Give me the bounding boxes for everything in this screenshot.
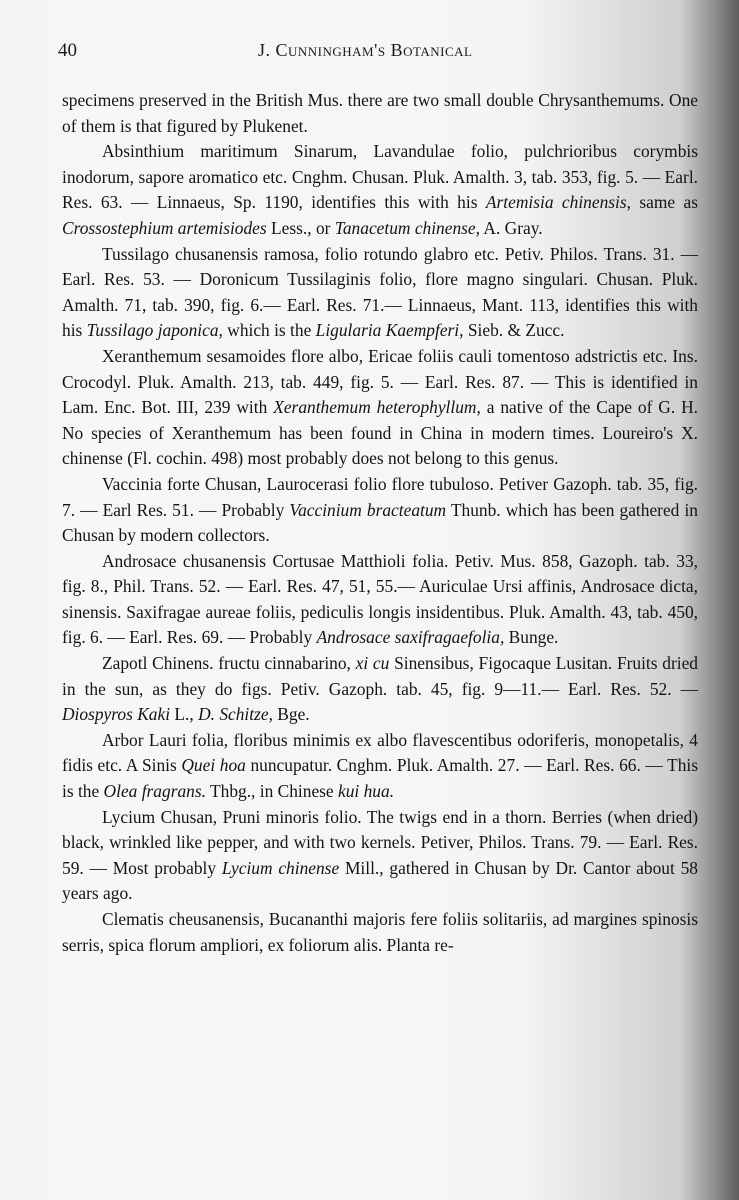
italic-term: kui hua. [338, 781, 395, 802]
text-run: , A. Gray. [475, 217, 543, 238]
text-run: Thunb. which has been gathered in Chusan by modern collectors. [62, 499, 698, 546]
paragraph [62, 472, 698, 549]
paragraph [62, 907, 698, 958]
paragraph [62, 344, 698, 472]
paragraph [62, 651, 698, 728]
text-run: L., [170, 704, 199, 725]
text-run: which is the [222, 320, 316, 341]
italic-term: Tanacetum chinense [334, 217, 476, 238]
running-title: J. Cunningham's Botanical [258, 40, 473, 60]
italic-term: Tussilago japonica, [86, 320, 223, 341]
page-number: 40 [58, 40, 77, 61]
italic-term: Crossostephium artemisiodes [62, 217, 267, 238]
text-run: Clematis cheusanensis, Bucananthi majoris fere foliis solitariis, ad margines spinosis serris, spica florum ampliori, ex foliorum alis. Planta re- [62, 909, 698, 955]
text-run: a native of the Cape of G. H. No species of Xeranthemum has been found in China in modern times. Loureiro's X. chinense (Fl. cochin. 498) most probably does not belong to this genus. [62, 397, 698, 469]
text-run: Xeranthemum sesamoides flore albo, Ericae foliis cauli tomentoso adstrictis etc. Ins. Crocodyl. Pluk. Amalth. 213, tab. 449, fig. 5. — Earl. Res. 87. — This is identified in Lam. Enc. Bot. III, 239 with [62, 345, 698, 418]
italic-term: Diospyros Kaki [62, 704, 171, 725]
text-run: Absinthium maritimum Sinarum, Lavandulae folio, pulchrioribus corymbis inodorum, sapore aromatico etc. Cnghm. Chusan. Pluk. Amalth. 3, tab. 353, fig. 5. — Earl. Res. 63. — Linnaeus, Sp. 1190, identifies this with his [62, 141, 698, 213]
italic-term: Lycium chinense [221, 857, 340, 878]
paragraph [62, 139, 698, 241]
italic-term: Olea fragrans. [103, 781, 206, 802]
text-run: specimens preserved in the British Mus. there are two small double Chrysanthemums. One of them is that figured by Plukenet. [62, 90, 698, 136]
text-run: Tussilago chusanensis ramosa, folio rotundo glabro etc. Petiv. Philos. Trans. 31. — Earl. Res. 53. — Doronicum Tussilaginis folio, flore magno singulari. Chusan. Pluk. Amalth. 71, tab. 390, fig. 6.— Earl. Res. 71.— Linnaeus, Mant. 113, identifies this with his [62, 243, 698, 341]
text-run: Lycium Chusan, Pruni minoris folio. The twigs end in a thorn. Berries (when dried) black, wrinkled like pepper, and with two kernels. Petiver, Philos. Trans. 79. — Earl. Res. 59. — Most probably [62, 806, 698, 878]
italic-term: Ligularia Kaempferi, [315, 320, 464, 341]
text-run: Arbor Lauri folia, floribus minimis ex albo flavescentibus odoriferis, monopetalis, 4 fidis etc. A Sinis [62, 729, 698, 776]
text-run: Mill., gathered in Chusan by Dr. Cantor about 58 years ago. [62, 857, 698, 904]
text-run: Bunge. [504, 627, 559, 648]
text-run: Sinensibus, Figocaque Lusitan. Fruits dried in the sun, as they do figs. Petiv. Gazoph. tab. 45, fig. 9—11.— Earl. Res. 52. — [62, 653, 698, 699]
italic-term: Xeranthemum heterophyllum, [273, 397, 481, 418]
italic-term: Quei hoa [181, 755, 246, 776]
text-run: Zapotl Chinens. fructu cinnabarino, [102, 653, 356, 674]
italic-term: Vaccinium bracteatum [289, 499, 447, 520]
text-run: Vaccinia forte Chusan, Laurocerasi folio flore tubuloso. Petiver Gazoph. tab. 35, fig. 7. — Earl Res. 51. — Probably [62, 473, 698, 520]
italic-term: Androsace saxifragaefolia, [316, 627, 505, 648]
text-run: Thbg., in Chinese [205, 781, 339, 802]
paragraph [62, 549, 698, 651]
italic-term: Artemisia chinensis [485, 192, 627, 213]
paragraph [62, 242, 698, 344]
paragraph [62, 88, 698, 139]
italic-term: xi cu [355, 653, 390, 674]
page-header [58, 40, 699, 66]
text-run: Androsace chusanensis Cortusae Matthioli folia. Petiv. Mus. 858, Gazoph. tab. 33, fig. 8., Phil. Trans. 52. — Earl. Res. 47, 51, 55.— Auriculae Ursi affinis, Androsace dicta, sinensis. Saxifragae aureae foliis, pediculis longis insidentibus. Pluk. Amalth. 43, tab. 450, fig. 6. — Earl. Res. 69. — Probably [62, 550, 698, 648]
text-run: , same as [626, 192, 699, 213]
body-text [62, 88, 698, 958]
text-run: nuncupatur. Cnghm. Pluk. Amalth. 27. — Earl. Res. 66. — This is the [62, 755, 698, 802]
text-run: Bge. [272, 704, 310, 725]
text-run: Less., or [266, 217, 335, 238]
paragraph [62, 805, 698, 907]
paragraph [62, 728, 698, 805]
italic-term: D. Schitze, [198, 704, 273, 725]
text-run: Sieb. & Zucc. [463, 320, 565, 341]
